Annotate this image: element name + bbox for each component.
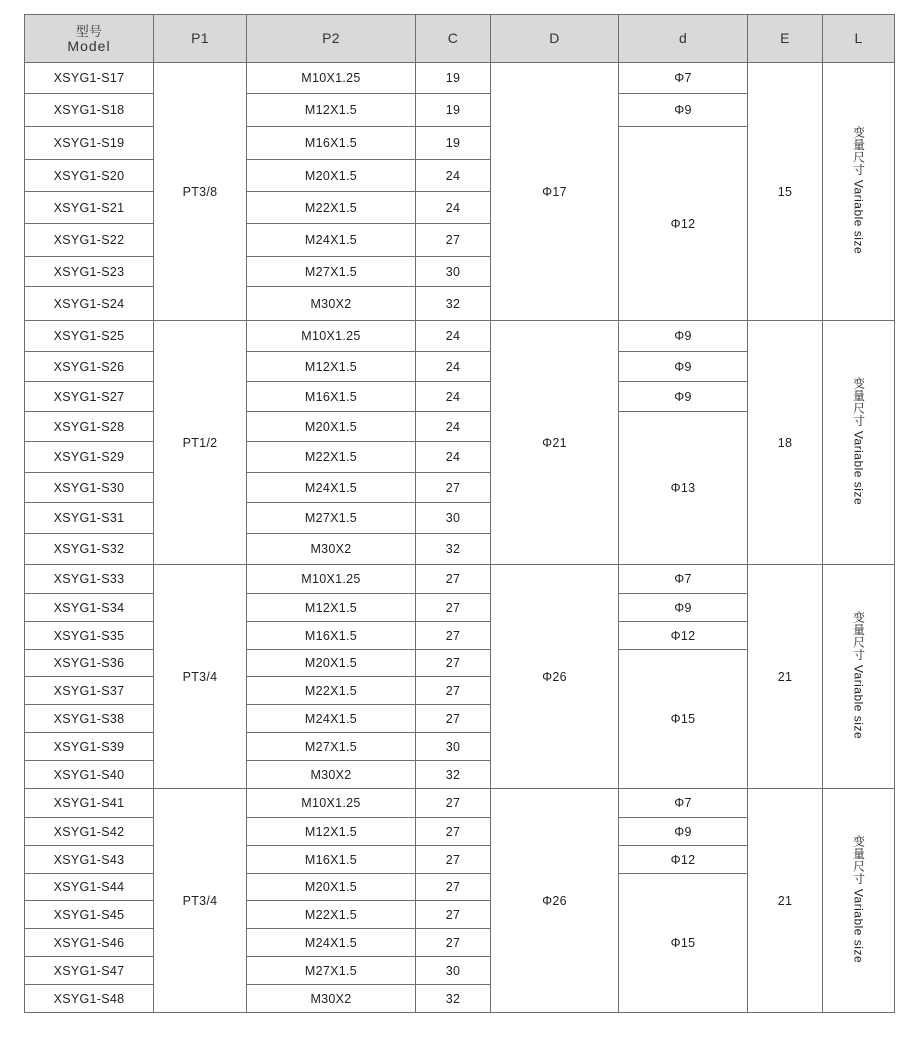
c-cell: 24 (416, 321, 491, 352)
d-cell: Φ12 (619, 127, 748, 321)
model-cell: XSYG1-S17 (25, 63, 154, 94)
model-cell: XSYG1-S47 (25, 957, 154, 985)
d-cell: Φ7 (619, 565, 748, 594)
d-cell: Φ13 (619, 412, 748, 565)
variable-size-label: 变量尺寸 Variable size (851, 610, 866, 740)
c-cell: 27 (416, 650, 491, 677)
header-E: E (748, 15, 823, 63)
c-cell: 30 (416, 257, 491, 287)
p1-cell: PT1/2 (154, 321, 247, 565)
c-cell: 24 (416, 192, 491, 224)
p2-cell: M24X1.5 (247, 705, 416, 733)
p2-cell: M10X1.25 (247, 789, 416, 818)
model-cell: XSYG1-S41 (25, 789, 154, 818)
model-cell: XSYG1-S37 (25, 677, 154, 705)
p2-cell: M27X1.5 (247, 503, 416, 534)
p2-cell: M22X1.5 (247, 677, 416, 705)
p2-cell: M24X1.5 (247, 929, 416, 957)
model-cell: XSYG1-S29 (25, 442, 154, 473)
model-cell: XSYG1-S27 (25, 382, 154, 412)
L-cell (823, 565, 895, 789)
p2-cell: M20X1.5 (247, 412, 416, 442)
p2-cell: M27X1.5 (247, 733, 416, 761)
model-cell: XSYG1-S33 (25, 565, 154, 594)
variable-size-label: 变量尺寸 Variable size (851, 376, 866, 506)
c-cell: 24 (416, 382, 491, 412)
model-cell: XSYG1-S28 (25, 412, 154, 442)
p2-cell: M12X1.5 (247, 818, 416, 846)
c-cell: 24 (416, 160, 491, 192)
p2-cell: M20X1.5 (247, 160, 416, 192)
p2-cell: M10X1.25 (247, 321, 416, 352)
d-cell: Φ15 (619, 874, 748, 1013)
p2-cell: M16X1.5 (247, 127, 416, 160)
c-cell: 19 (416, 94, 491, 127)
d-cell: Φ7 (619, 789, 748, 818)
table-row (25, 63, 895, 94)
header-p2: P2 (247, 15, 416, 63)
model-cell: XSYG1-S44 (25, 874, 154, 901)
d-cell: Φ9 (619, 382, 748, 412)
p2-cell: M30X2 (247, 761, 416, 789)
header-model-en: Model (67, 37, 111, 54)
p2-cell: M30X2 (247, 287, 416, 321)
c-cell: 27 (416, 677, 491, 705)
p2-cell: M12X1.5 (247, 352, 416, 382)
E-cell: 18 (748, 321, 823, 565)
p2-cell: M20X1.5 (247, 874, 416, 901)
model-cell: XSYG1-S46 (25, 929, 154, 957)
model-cell: XSYG1-S34 (25, 594, 154, 622)
p2-cell: M22X1.5 (247, 901, 416, 929)
variable-size-label: 变量尺寸 Variable size (851, 125, 866, 255)
c-cell: 27 (416, 789, 491, 818)
model-cell: XSYG1-S23 (25, 257, 154, 287)
c-cell: 27 (416, 818, 491, 846)
model-cell: XSYG1-S48 (25, 985, 154, 1013)
model-cell: XSYG1-S22 (25, 224, 154, 257)
c-cell: 30 (416, 503, 491, 534)
c-cell: 32 (416, 985, 491, 1013)
model-cell: XSYG1-S24 (25, 287, 154, 321)
d-cell: Φ9 (619, 94, 748, 127)
d-cell: Φ15 (619, 650, 748, 789)
header-row (25, 15, 895, 63)
model-cell: XSYG1-S39 (25, 733, 154, 761)
header-model (25, 15, 154, 63)
model-cell: XSYG1-S18 (25, 94, 154, 127)
E-cell: 21 (748, 789, 823, 1013)
model-cell: XSYG1-S32 (25, 534, 154, 565)
header-d-small: d (619, 15, 748, 63)
model-cell: XSYG1-S35 (25, 622, 154, 650)
c-cell: 27 (416, 622, 491, 650)
c-cell: 30 (416, 957, 491, 985)
d-cell: Φ9 (619, 352, 748, 382)
table-row (25, 321, 895, 352)
table-row (25, 565, 895, 594)
header-L: L (823, 15, 895, 63)
c-cell: 27 (416, 929, 491, 957)
p2-cell: M22X1.5 (247, 442, 416, 473)
p2-cell: M16X1.5 (247, 846, 416, 874)
model-cell: XSYG1-S45 (25, 901, 154, 929)
model-cell: XSYG1-S42 (25, 818, 154, 846)
c-cell: 32 (416, 287, 491, 321)
p2-cell: M24X1.5 (247, 224, 416, 257)
c-cell: 19 (416, 127, 491, 160)
spec-table (24, 14, 895, 1013)
header-model-zh: 型号 (75, 23, 103, 39)
p2-cell: M27X1.5 (247, 257, 416, 287)
D-cell: Φ21 (491, 321, 619, 565)
model-cell: XSYG1-S36 (25, 650, 154, 677)
table-row (25, 789, 895, 818)
c-cell: 30 (416, 733, 491, 761)
model-cell: XSYG1-S26 (25, 352, 154, 382)
E-cell: 15 (748, 63, 823, 321)
c-cell: 24 (416, 442, 491, 473)
p2-cell: M12X1.5 (247, 594, 416, 622)
p2-cell: M10X1.25 (247, 63, 416, 94)
p2-cell: M16X1.5 (247, 622, 416, 650)
p2-cell: M27X1.5 (247, 957, 416, 985)
D-cell: Φ17 (491, 63, 619, 321)
p2-cell: M16X1.5 (247, 382, 416, 412)
c-cell: 19 (416, 63, 491, 94)
model-cell: XSYG1-S19 (25, 127, 154, 160)
p2-cell: M20X1.5 (247, 650, 416, 677)
p2-cell: M30X2 (247, 985, 416, 1013)
p1-cell: PT3/4 (154, 789, 247, 1013)
model-cell: XSYG1-S40 (25, 761, 154, 789)
p2-cell: M22X1.5 (247, 192, 416, 224)
header-p1: P1 (154, 15, 247, 63)
L-cell (823, 321, 895, 565)
D-cell: Φ26 (491, 565, 619, 789)
table-body (25, 63, 895, 1013)
L-cell (823, 63, 895, 321)
model-cell: XSYG1-S21 (25, 192, 154, 224)
d-cell: Φ12 (619, 846, 748, 874)
c-cell: 27 (416, 565, 491, 594)
c-cell: 27 (416, 224, 491, 257)
p1-cell: PT3/4 (154, 565, 247, 789)
c-cell: 27 (416, 594, 491, 622)
c-cell: 32 (416, 534, 491, 565)
d-cell: Φ9 (619, 818, 748, 846)
c-cell: 24 (416, 412, 491, 442)
d-cell: Φ12 (619, 622, 748, 650)
p2-cell: M24X1.5 (247, 473, 416, 503)
header-c: C (416, 15, 491, 63)
c-cell: 27 (416, 705, 491, 733)
model-cell: XSYG1-S20 (25, 160, 154, 192)
p1-cell: PT3/8 (154, 63, 247, 321)
d-cell: Φ7 (619, 63, 748, 94)
p2-cell: M30X2 (247, 534, 416, 565)
E-cell: 21 (748, 565, 823, 789)
variable-size-label: 变量尺寸 Variable size (851, 834, 866, 964)
c-cell: 27 (416, 874, 491, 901)
d-cell: Φ9 (619, 594, 748, 622)
model-cell: XSYG1-S30 (25, 473, 154, 503)
model-cell: XSYG1-S43 (25, 846, 154, 874)
c-cell: 27 (416, 846, 491, 874)
c-cell: 27 (416, 901, 491, 929)
L-cell (823, 789, 895, 1013)
c-cell: 27 (416, 473, 491, 503)
model-cell: XSYG1-S31 (25, 503, 154, 534)
D-cell: Φ26 (491, 789, 619, 1013)
p2-cell: M12X1.5 (247, 94, 416, 127)
p2-cell: M10X1.25 (247, 565, 416, 594)
c-cell: 24 (416, 352, 491, 382)
model-cell: XSYG1-S25 (25, 321, 154, 352)
d-cell: Φ9 (619, 321, 748, 352)
header-D-large: D (491, 15, 619, 63)
model-cell: XSYG1-S38 (25, 705, 154, 733)
c-cell: 32 (416, 761, 491, 789)
